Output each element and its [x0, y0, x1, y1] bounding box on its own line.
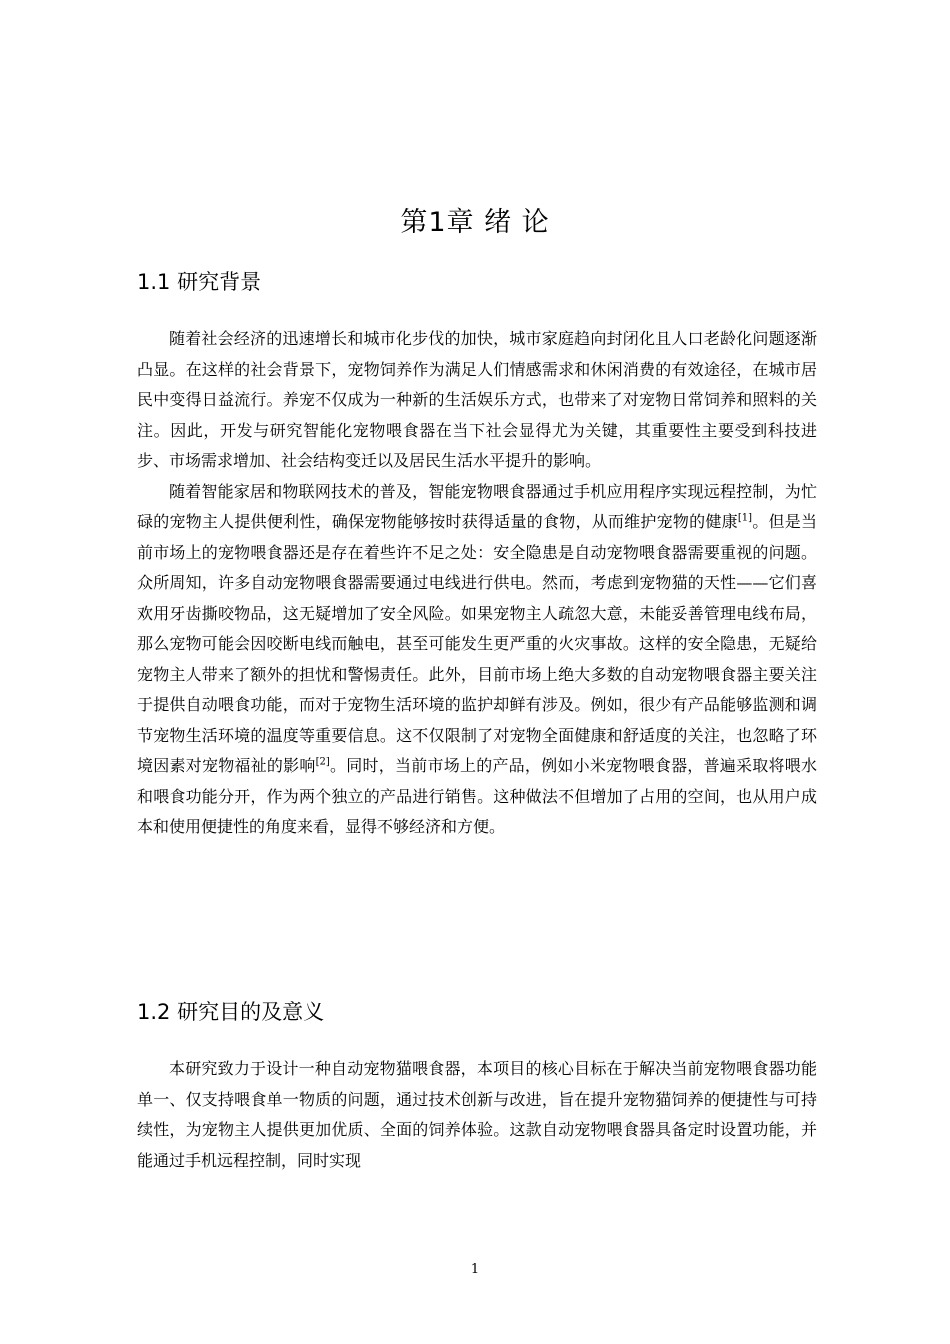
- section-heading-1-1: 1.1 研究背景: [137, 270, 262, 294]
- paragraph: 随着社会经济的迅速增长和城市化步伐的加快，城市家庭趋向封闭化且人口老龄化问题逐渐凸显。在这样的社会背景下，宠物饲养作为满足人们情感需求和休闲消费的有效途径，在城市居民中变得日益流行。养宠不仅成为一种新的生活娱乐方式，也带来了对宠物日常饲养和照料的关注。因此，开发与研究智能化宠物喂食器在当下社会显得尤为关键，其重要性主要受到科技进步、市场需求增加、社会结构变迁以及居民生活水平提升的影响。: [137, 329, 817, 470]
- section-heading-1-2: 1.2 研究目的及意义: [137, 1000, 325, 1024]
- paragraph-text: 随着智能家居和物联网技术的普及，智能宠物喂食器通过手机应用程序实现远程控制，为忙碌的宠物主人提供便利性，确保宠物能够按时获得适量的食物，从而维护宠物的健康: [137, 481, 817, 531]
- chapter-title: 第1章 绪 论: [400, 207, 550, 238]
- section-1-1-body: [137, 324, 817, 843]
- paragraph: [137, 477, 817, 843]
- page-number: 1: [470, 1262, 480, 1277]
- paragraph-text: 。同时，当前市场上的产品，例如小米宠物喂食器，普遍采取将喂水和喂食功能分开，作为两个独立的产品进行销售。这种做法不但增加了占用的空间，也从用户成本和使用便捷性的角度来看，显得不够经济和方便。: [137, 756, 817, 836]
- paragraph: 本研究致力于设计一种自动宠物猫喂食器，本项目的核心目标在于解决当前宠物喂食器功能单一、仅支持喂食单一物质的问题，通过技术创新与改进，旨在提升宠物猫饲养的便捷性与可持续性，为宠物主人提供更加优质、全面的饲养体验。这款自动宠物喂食器具备定时设置功能，并能通过手机远程控制，同时实现: [137, 1059, 817, 1170]
- citation-marker: [1]: [737, 512, 753, 524]
- citation-marker: [2]: [315, 756, 330, 768]
- paragraph-text: 。但是当前市场上的宠物喂食器还是存在着些许不足之处：安全隐患是自动宠物喂食器需要重视的问题。众所周知，许多自动宠物喂食器需要通过电线进行供电。然而，考虑到宠物猫的天性——它们喜欢用牙齿撕咬物品，这无疑增加了安全风险。如果宠物主人疏忽大意，未能妥善管理电线布局，那么宠物可能会因咬断电线而触电，甚至可能发生更严重的火灾事故。这样的安全隐患，无疑给宠物主人带来了额外的担忧和警惕责任。此外，目前市场上绝大多数的自动宠物喂食器主要关注于提供自动喂食功能，而对于宠物生活环境的监护却鲜有涉及。例如，很少有产品能够监测和调节宠物生活环境的温度等重要信息。这不仅限制了对宠物全面健康和舒适度的关注，也忽略了环境因素对宠物福祉的影响: [137, 512, 817, 775]
- section-1-2-body: [137, 1054, 817, 1176]
